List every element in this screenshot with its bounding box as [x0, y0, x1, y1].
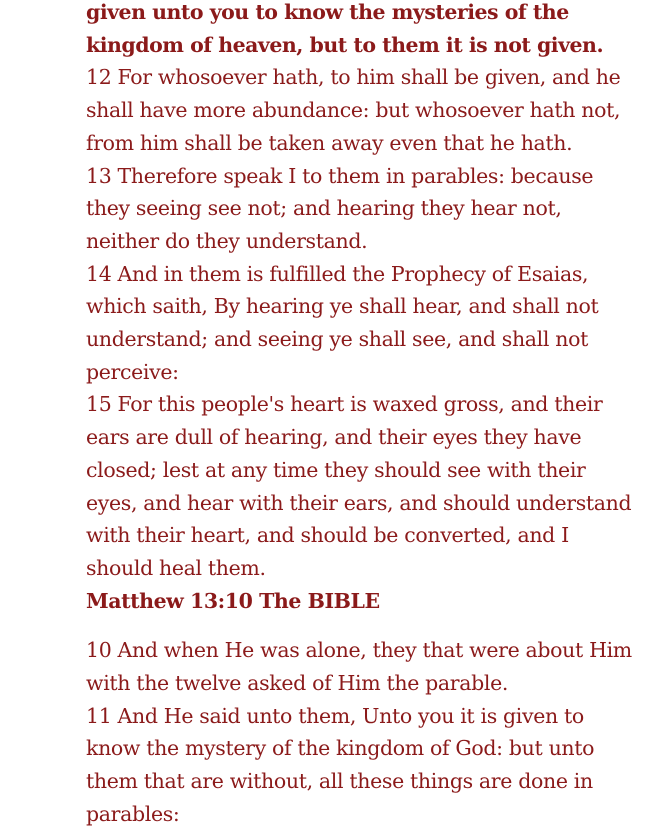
verse-line: 15 For this people's heart is waxed gross, and their	[86, 392, 603, 417]
verse-line: ears are dull of hearing, and their eyes they have	[86, 425, 582, 450]
verse-10	[86, 634, 647, 699]
verse-line: with their heart, and should be converted, and I	[86, 523, 569, 548]
intro-line: given unto you to know the mysteries of the	[86, 0, 569, 24]
scripture-page	[86, 0, 647, 831]
verse-line: 14 And in them is fulfilled the Prophecy of Esaias,	[86, 261, 589, 286]
verse-line: 13 Therefore speak I to them in parables: because	[86, 163, 594, 188]
verse-line: understand; and seeing ye shall see, and shall not	[86, 327, 588, 352]
verse-line: with the twelve asked of Him the parable.	[86, 671, 509, 696]
verse-line: they seeing see not; and hearing they hear not,	[86, 196, 562, 221]
verse-line: neither do they understand.	[86, 228, 368, 253]
verse-line: 11 And He said unto them, Unto you it is given to	[86, 703, 584, 728]
verse-11	[86, 700, 647, 831]
verse-12	[86, 61, 647, 159]
verse-line: from him shall be taken away even that he hath.	[86, 130, 573, 155]
verse-line: closed; lest at any time they should see with their	[86, 457, 586, 482]
verse-line: shall have more abundance: but whosoever hath not,	[86, 98, 621, 123]
verse-line: know the mystery of the kingdom of God: but unto	[86, 736, 595, 761]
verse-line: should heal them.	[86, 555, 266, 580]
verse-line: 12 For whosoever hath, to him shall be given, and he	[86, 65, 621, 90]
verse-14	[86, 258, 647, 389]
verse-line: which saith, By hearing ye shall hear, and shall not	[86, 294, 599, 319]
verse-line: eyes, and hear with their ears, and should understand	[86, 490, 632, 515]
verse-13	[86, 160, 647, 258]
verse-line: 10 And when He was alone, they that were about Him	[86, 638, 632, 663]
verse-line: them that are without, all these things are done in	[86, 769, 593, 794]
intro-bold-text	[86, 0, 647, 61]
intro-line: kingdom of heaven, but to them it is not given.	[86, 32, 604, 57]
verse-15	[86, 388, 647, 584]
verse-line: parables:	[86, 801, 180, 826]
verse-line: perceive:	[86, 359, 179, 384]
section-heading: Matthew 13:10 The BIBLE	[86, 588, 380, 613]
